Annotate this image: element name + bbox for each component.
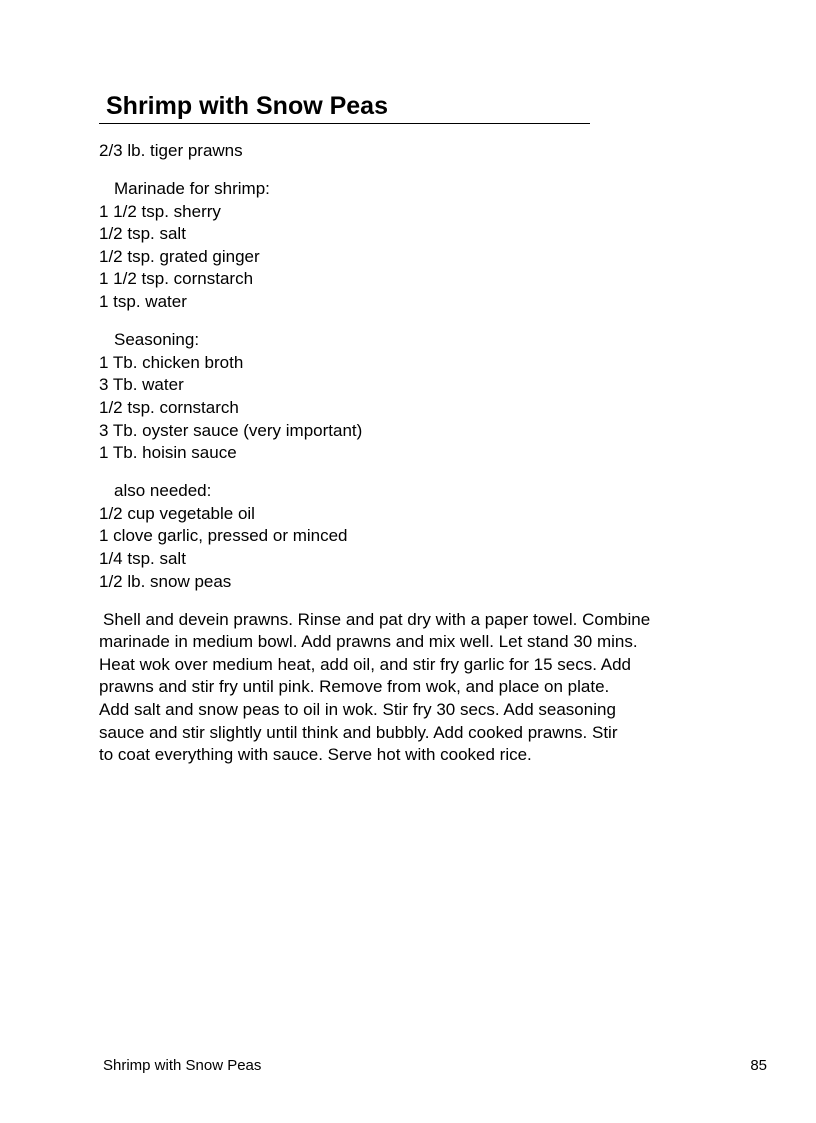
- instruction-line: prawns and stir fry until pink. Remove from wok, and place on plate.: [99, 677, 610, 697]
- also-needed-item: 1/4 tsp. salt: [99, 549, 186, 568]
- title-underline: [99, 123, 590, 124]
- recipe-body: [99, 140, 719, 782]
- seasoning-item: 1 Tb. chicken broth: [99, 352, 244, 372]
- seasoning-item: 1/2 tsp. cornstarch: [99, 397, 239, 417]
- also-needed-heading: also needed:: [114, 481, 212, 501]
- also-needed-item: 1 clove garlic, pressed or minced: [99, 526, 348, 546]
- marinade-block: [99, 178, 719, 314]
- seasoning-heading: Seasoning:: [114, 330, 200, 350]
- instructions-paragraph: [99, 609, 719, 767]
- marinade-item: 1/2 tsp. grated ginger: [99, 246, 260, 266]
- marinade-item: 1/2 tsp. salt: [99, 224, 186, 244]
- marinade-heading: Marinade for shrimp:: [114, 179, 270, 199]
- marinade-item: 1 1/2 tsp. sherry: [99, 201, 221, 221]
- seasoning-block: [99, 329, 719, 465]
- seasoning-item: 3 Tb. water: [99, 375, 184, 395]
- seasoning-item: 1 Tb. hoisin sauce: [99, 443, 237, 463]
- also-needed-item: 1/2 cup vegetable oil: [99, 503, 255, 523]
- also-needed-block: [99, 480, 719, 593]
- marinade-item: 1 tsp. water: [99, 292, 187, 312]
- also-needed-item: 1/2 lb. snow peas: [99, 571, 232, 591]
- instruction-line: marinade in medium bowl. Add prawns and mix well. Let stand 30 mins.: [99, 632, 638, 652]
- instruction-line: sauce and stir slightly until think and bubbly. Add cooked prawns. Stir: [99, 722, 618, 742]
- page-number: 85: [750, 1057, 767, 1074]
- main-ingredient-block: [99, 140, 719, 163]
- instruction-line: Shell and devein prawns. Rinse and pat dry with a paper towel. Combine: [103, 609, 651, 629]
- instruction-line: to coat everything with sauce. Serve hot with cooked rice.: [99, 745, 532, 765]
- marinade-item: 1 1/2 tsp. cornstarch: [99, 269, 254, 289]
- main-ingredient: 2/3 lb. tiger prawns: [99, 141, 243, 160]
- seasoning-item: 3 Tb. oyster sauce (very important): [99, 420, 363, 440]
- instruction-line: Heat wok over medium heat, add oil, and stir fry garlic for 15 secs. Add: [99, 654, 631, 674]
- instruction-line: Add salt and snow peas to oil in wok. Stir fry 30 secs. Add seasoning: [99, 700, 616, 720]
- footer-title: Shrimp with Snow Peas: [103, 1057, 262, 1074]
- page-title: Shrimp with Snow Peas: [106, 92, 388, 120]
